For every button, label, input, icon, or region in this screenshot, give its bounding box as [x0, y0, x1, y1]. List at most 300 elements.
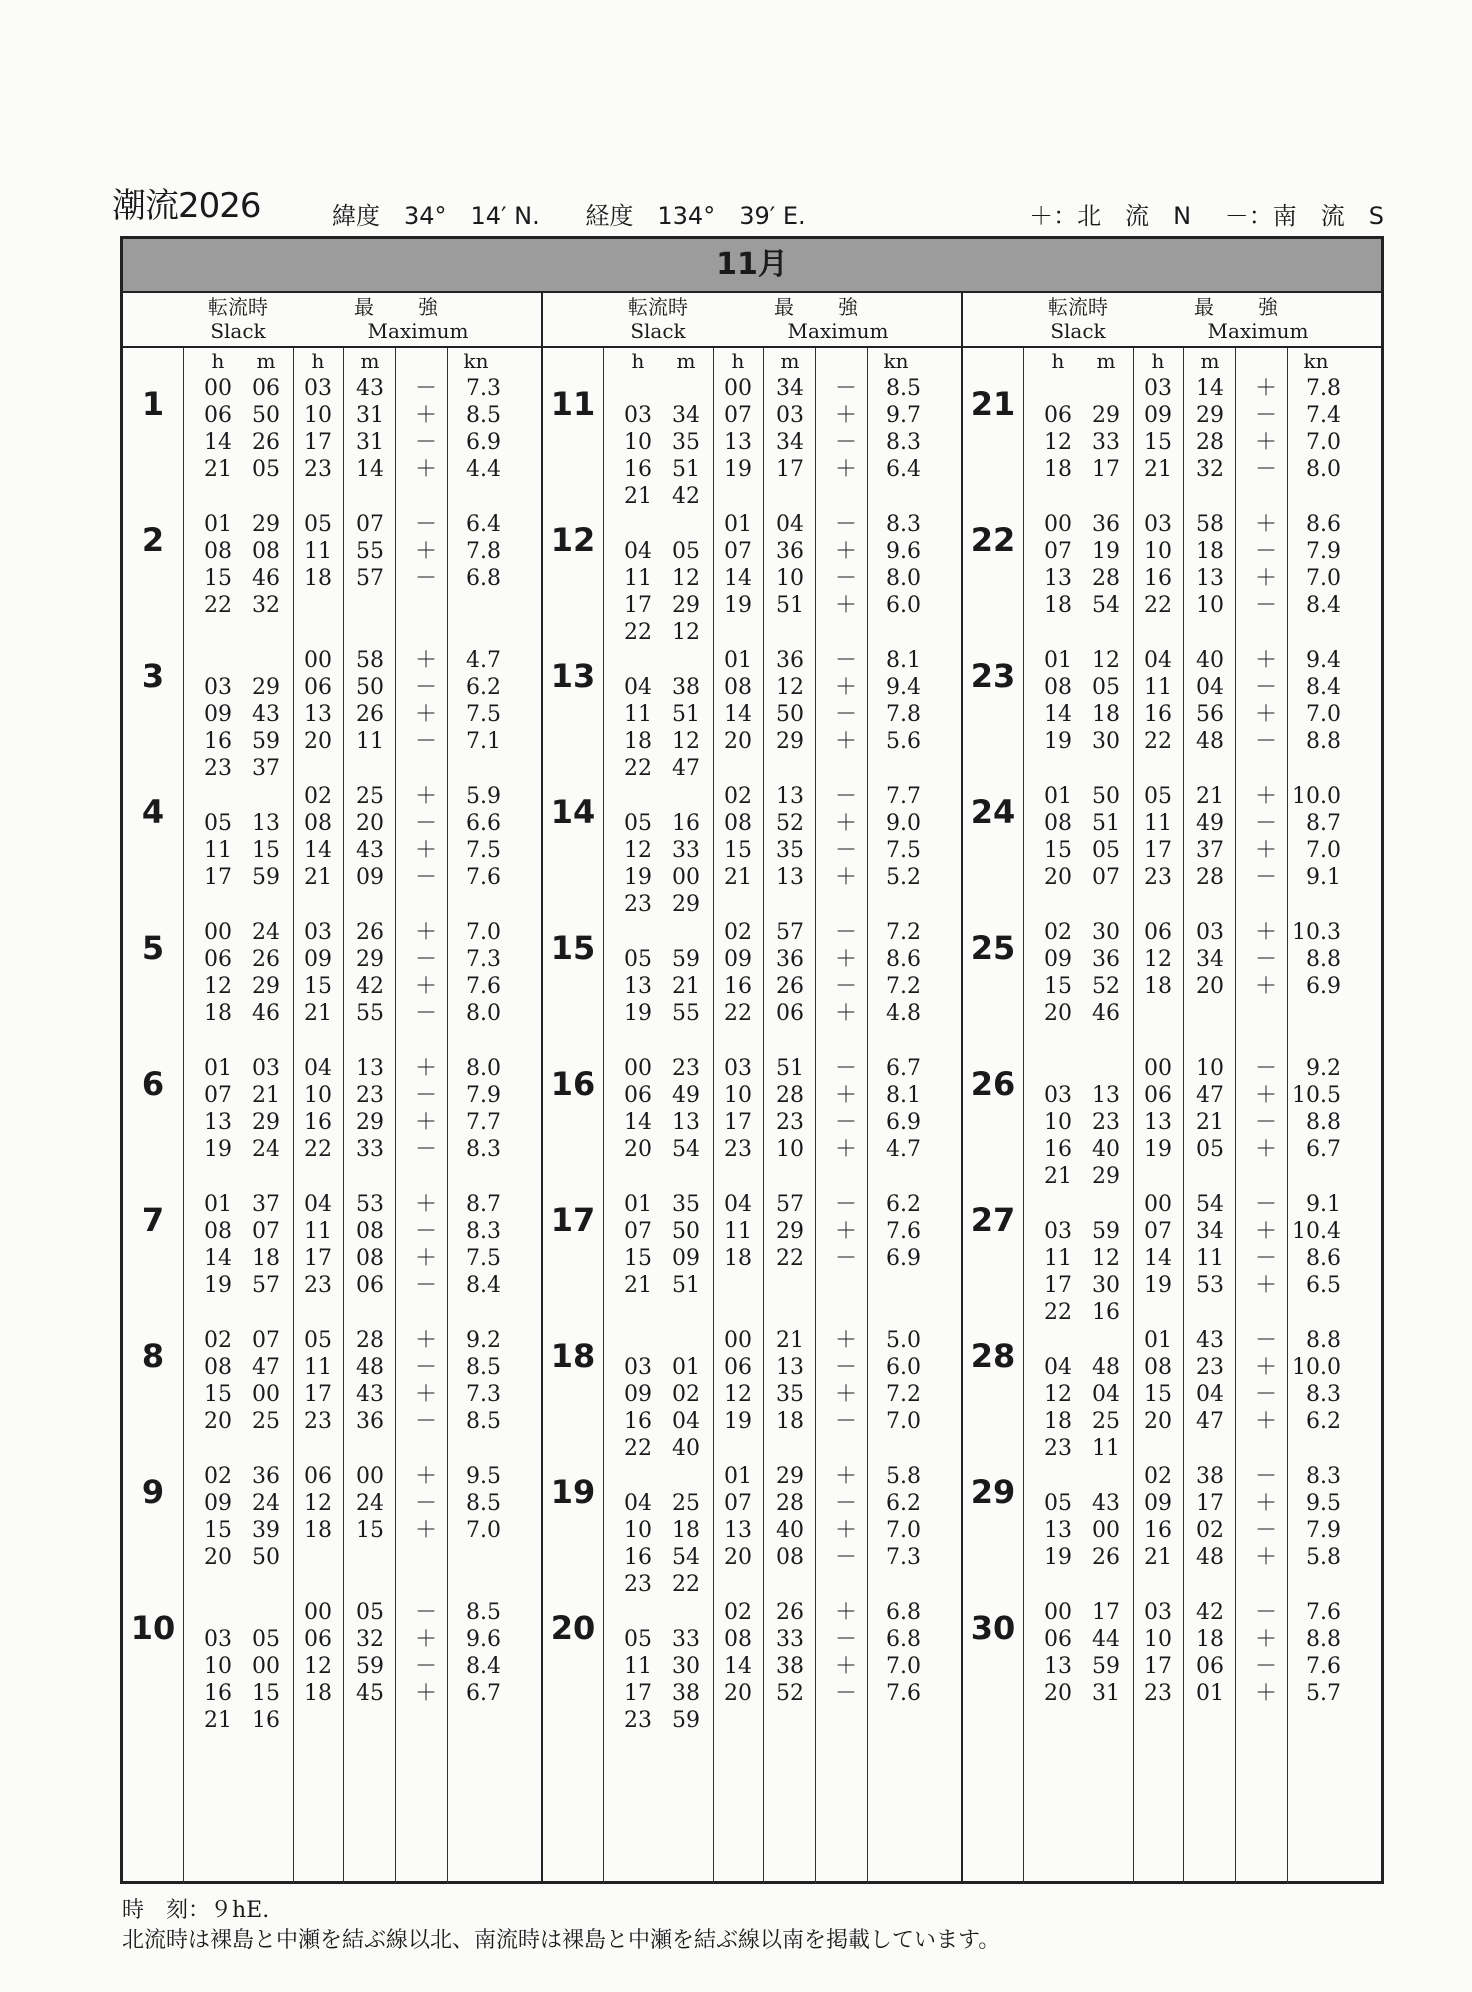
speed-kn-cell: 8.3	[886, 430, 921, 455]
slack-m-cell: 23	[1092, 1110, 1120, 1135]
slack-m-cell: 12	[672, 729, 700, 754]
slack-m-cell: 17	[1092, 1600, 1120, 1625]
slack-h-cell: 15	[204, 566, 232, 591]
slack-m-cell: 02	[672, 1382, 700, 1407]
direction-cell: ＋	[834, 1001, 857, 1026]
max-m-cell: 28	[776, 1083, 804, 1108]
slack-m-cell: 43	[1092, 1491, 1120, 1516]
slack-m-cell: 30	[1092, 729, 1120, 754]
slack-h-cell: 16	[624, 1409, 652, 1434]
max-m-cell: 28	[356, 1328, 384, 1353]
direction-cell: ＋	[1254, 430, 1277, 455]
speed-kn-cell: 7.6	[886, 1681, 921, 1706]
day-number: 9	[141, 1473, 165, 1511]
speed-kn-cell: 8.5	[466, 1409, 501, 1434]
day-number: 17	[550, 1201, 596, 1239]
slack-m-cell: 29	[1092, 403, 1120, 428]
day-number: 29	[970, 1473, 1016, 1511]
max-m-cell: 32	[1196, 457, 1224, 482]
page-header	[112, 178, 1384, 234]
direction-cell: －	[834, 920, 857, 945]
slack-h-cell: 23	[624, 892, 652, 917]
max-m-cell: 31	[356, 403, 384, 428]
month-banner: 11月	[123, 239, 1381, 293]
max-m-cell: 17	[776, 457, 804, 482]
speed-kn-cell: 8.3	[466, 1137, 501, 1162]
max-m-cell: 40	[776, 1518, 804, 1543]
slack-m-cell: 43	[252, 702, 280, 727]
direction-cell: －	[414, 566, 437, 591]
max-m-cell: 23	[1196, 1355, 1224, 1380]
max-h-cell: 17	[1144, 838, 1172, 863]
slack-m-cell	[661, 1599, 711, 1626]
direction-cell: －	[414, 865, 437, 890]
max-m-cell: 11	[356, 729, 384, 754]
day-block	[543, 783, 961, 919]
max-h-cell: 19	[1144, 1137, 1172, 1162]
max-m-cell: 36	[776, 947, 804, 972]
direction-cell: －	[1254, 947, 1277, 972]
direction-cell: ＋	[1254, 1273, 1277, 1298]
slack-h-cell: 20	[624, 1137, 652, 1162]
speed-kn-cell: 4.7	[886, 1137, 921, 1162]
direction-cell: ＋	[1254, 1409, 1277, 1434]
max-h-cell: 02	[724, 1600, 752, 1625]
max-m-cell: 06	[776, 1001, 804, 1026]
max-h-cell: 23	[1144, 1681, 1172, 1706]
column-header	[123, 293, 541, 348]
max-h-cell: 04	[304, 1192, 332, 1217]
speed-kn-cell: 8.0	[466, 1056, 501, 1081]
max-m-cell: 10	[1196, 1056, 1224, 1081]
direction-cell: ＋	[1254, 1491, 1277, 1516]
longitude: 経度 134° 39′ E.	[585, 202, 806, 230]
max-h-cell: 11	[304, 539, 332, 564]
maximum-heading-en: Maximum	[367, 319, 469, 343]
direction-cell: －	[414, 1654, 437, 1679]
max-h-cell: 22	[1144, 729, 1172, 754]
speed-kn-cell: 8.4	[466, 1654, 501, 1679]
speed-kn-cell: 6.9	[886, 1246, 921, 1271]
direction-cell: －	[834, 702, 857, 727]
max-m-cell: 21	[1196, 784, 1224, 809]
slack-m-cell: 44	[1092, 1627, 1120, 1652]
slack-m-cell: 54	[1092, 593, 1120, 618]
max-m-cell: 29	[776, 729, 804, 754]
direction-cell: ＋	[414, 784, 437, 809]
speed-kn-cell: 9.5	[466, 1464, 501, 1489]
speed-kn-cell: 8.3	[1306, 1382, 1341, 1407]
slack-h-cell: 01	[204, 1056, 232, 1081]
slack-h-cell: 11	[1044, 1246, 1072, 1271]
slack-h-cell: 08	[204, 1219, 232, 1244]
direction-cell: －	[1254, 1246, 1277, 1271]
slack-h-cell: 21	[204, 1708, 232, 1733]
direction-cell: ＋	[834, 539, 857, 564]
slack-h-cell: 01	[204, 512, 232, 537]
direction-cell: －	[1254, 729, 1277, 754]
slack-h-cell: 08	[1044, 811, 1072, 836]
day-block	[963, 511, 1381, 647]
slack-m-cell: 13	[252, 811, 280, 836]
speed-kn-cell: 10.0	[1292, 1355, 1341, 1380]
direction-cell: －	[1254, 675, 1277, 700]
direction-cell: ＋	[834, 865, 857, 890]
max-h-cell: 21	[1144, 1545, 1172, 1570]
max-h-cell: 23	[304, 1273, 332, 1298]
direction-cell: －	[834, 376, 857, 401]
slack-m-cell: 03	[252, 1056, 280, 1081]
speed-kn-cell: 6.8	[886, 1627, 921, 1652]
direction-cell: ＋	[1254, 974, 1277, 999]
slack-m-cell: 22	[672, 1572, 700, 1597]
slack-h-cell: 19	[624, 1001, 652, 1026]
slack-h-cell: 21	[204, 457, 232, 482]
direction-cell: －	[414, 512, 437, 537]
slack-m-cell: 30	[672, 1654, 700, 1679]
direction-cell: ＋	[414, 1328, 437, 1353]
max-h-cell: 09	[1144, 403, 1172, 428]
max-h-cell: 03	[304, 920, 332, 945]
slack-h-cell: 23	[204, 756, 232, 781]
slack-h-cell: 03	[1044, 1219, 1072, 1244]
direction-cell: －	[834, 1491, 857, 1516]
max-m-cell: 43	[356, 376, 384, 401]
direction-cell: ＋	[1254, 1681, 1277, 1706]
slack-h-cell: 13	[1044, 1518, 1072, 1543]
slack-m-cell: 33	[672, 838, 700, 863]
speed-kn-cell: 5.6	[886, 729, 921, 754]
slack-m-cell: 15	[252, 838, 280, 863]
max-m-cell: 29	[356, 1110, 384, 1135]
slack-heading-jp: 転流時	[628, 295, 688, 319]
slack-m-cell: 29	[252, 675, 280, 700]
slack-h-cell: 15	[204, 1518, 232, 1543]
direction-cell: －	[1254, 1192, 1277, 1217]
day-block	[963, 1327, 1381, 1463]
maximum-heading	[343, 295, 493, 343]
max-h-cell: 21	[724, 865, 752, 890]
direction-cell: －	[1254, 539, 1277, 564]
max-h-cell: 17	[724, 1110, 752, 1135]
max-m-cell: 00	[356, 1464, 384, 1489]
slack-m-cell: 36	[252, 1464, 280, 1489]
slack-m-cell: 16	[252, 1708, 280, 1733]
slack-h-cell	[613, 375, 663, 402]
max-h-cell: 17	[304, 1246, 332, 1271]
slack-m-cell: 09	[672, 1246, 700, 1271]
max-h-cell: 06	[304, 1627, 332, 1652]
speed-kn-cell: 8.8	[1306, 1328, 1341, 1353]
speed-kn-cell: 7.8	[466, 539, 501, 564]
max-h-cell: 13	[724, 1518, 752, 1543]
direction-cell: －	[414, 675, 437, 700]
direction-cell: －	[414, 1600, 437, 1625]
slack-h-cell: 05	[624, 1627, 652, 1652]
slack-h-cell: 13	[1044, 566, 1072, 591]
max-m-cell: 02	[1196, 1518, 1224, 1543]
speed-kn-cell: 7.6	[886, 1219, 921, 1244]
slack-h-cell: 16	[204, 729, 232, 754]
direction-cell: ＋	[834, 1083, 857, 1108]
max-m-cell: 15	[356, 1518, 384, 1543]
speed-kn-cell: 9.4	[886, 675, 921, 700]
direction-cell: －	[1254, 1110, 1277, 1135]
slack-h-cell: 11	[204, 838, 232, 863]
max-h-cell: 21	[304, 1001, 332, 1026]
direction-cell: ＋	[834, 1600, 857, 1625]
speed-kn-cell: 7.2	[886, 1382, 921, 1407]
slack-m-cell: 06	[252, 376, 280, 401]
slack-h-cell	[613, 1599, 663, 1626]
max-h-cell: 09	[1144, 1491, 1172, 1516]
max-m-cell: 04	[776, 512, 804, 537]
day-number: 12	[550, 521, 596, 559]
max-h-cell: 15	[1144, 1382, 1172, 1407]
max-m-cell: 45	[356, 1681, 384, 1706]
maximum-heading	[1183, 295, 1333, 343]
max-h-cell: 15	[724, 838, 752, 863]
slack-h-cell: 18	[1044, 1409, 1072, 1434]
speed-kn-cell: 6.0	[886, 1355, 921, 1380]
slack-h-cell: 11	[624, 566, 652, 591]
unit-label: m	[360, 349, 380, 373]
maximum-heading	[763, 295, 913, 343]
max-m-cell: 13	[776, 1355, 804, 1380]
direction-cell: －	[414, 1409, 437, 1434]
max-m-cell: 42	[1196, 1600, 1224, 1625]
direction-cell: ＋	[414, 1518, 437, 1543]
max-m-cell: 32	[356, 1627, 384, 1652]
unit-row	[963, 349, 1381, 373]
slack-m-cell	[241, 783, 291, 810]
direction-cell: －	[834, 1110, 857, 1135]
slack-m-cell: 04	[672, 1409, 700, 1434]
slack-h-cell: 07	[624, 1219, 652, 1244]
slack-h-cell: 19	[624, 865, 652, 890]
unit-label: m	[1200, 349, 1220, 373]
speed-kn-cell: 6.0	[886, 593, 921, 618]
slack-h-cell	[193, 1599, 243, 1626]
direction-cell: －	[834, 784, 857, 809]
speed-kn-cell: 6.2	[886, 1192, 921, 1217]
direction-cell: －	[834, 1056, 857, 1081]
slack-h-cell: 16	[1044, 1137, 1072, 1162]
slack-m-cell: 00	[672, 865, 700, 890]
direction-cell: －	[414, 729, 437, 754]
max-m-cell: 48	[1196, 1545, 1224, 1570]
direction-cell: －	[834, 1681, 857, 1706]
unit-row	[123, 349, 541, 373]
max-h-cell: 03	[304, 376, 332, 401]
max-h-cell: 10	[304, 1083, 332, 1108]
slack-m-cell: 05	[672, 539, 700, 564]
max-m-cell: 03	[1196, 920, 1224, 945]
max-h-cell: 21	[304, 865, 332, 890]
slack-m-cell: 42	[672, 484, 700, 509]
direction-cell: ＋	[414, 403, 437, 428]
max-m-cell: 58	[356, 648, 384, 673]
slack-m-cell: 23	[672, 1056, 700, 1081]
speed-kn-cell: 7.5	[886, 838, 921, 863]
direction-cell: ＋	[834, 1518, 857, 1543]
max-h-cell: 20	[1144, 1409, 1172, 1434]
slack-h-cell: 02	[204, 1328, 232, 1353]
maximum-heading-en: Maximum	[787, 319, 889, 343]
slack-h-cell: 03	[204, 1627, 232, 1652]
day-block	[543, 511, 961, 647]
max-h-cell: 22	[1144, 593, 1172, 618]
speed-kn-cell: 8.8	[1306, 947, 1341, 972]
speed-kn-cell: 8.3	[1306, 1464, 1341, 1489]
max-h-cell: 08	[1144, 1355, 1172, 1380]
max-h-cell: 02	[724, 920, 752, 945]
max-h-cell: 18	[304, 1681, 332, 1706]
direction-cell: ＋	[414, 974, 437, 999]
direction-cell: －	[834, 974, 857, 999]
max-m-cell: 03	[776, 403, 804, 428]
slack-h-cell: 17	[204, 865, 232, 890]
direction-cell: －	[1254, 1654, 1277, 1679]
slack-heading	[183, 295, 293, 343]
day-number: 15	[550, 929, 596, 967]
unit-label: h	[311, 349, 325, 373]
speed-kn-cell: 6.2	[886, 1491, 921, 1516]
day-number: 14	[550, 793, 596, 831]
speed-kn-cell: 5.9	[466, 784, 501, 809]
slack-h-cell: 02	[204, 1464, 232, 1489]
slack-m-cell: 33	[1092, 430, 1120, 455]
slack-m-cell: 59	[672, 1708, 700, 1733]
slack-m-cell: 25	[252, 1409, 280, 1434]
direction-cell: －	[414, 1137, 437, 1162]
max-m-cell: 59	[356, 1654, 384, 1679]
slack-m-cell: 26	[1092, 1545, 1120, 1570]
slack-h-cell: 21	[624, 484, 652, 509]
slack-h-cell	[613, 1327, 663, 1354]
max-m-cell: 24	[356, 1491, 384, 1516]
max-h-cell: 19	[724, 593, 752, 618]
direction-cell: ＋	[834, 1137, 857, 1162]
max-m-cell: 43	[1196, 1328, 1224, 1353]
maximum-heading-jp: 最強	[774, 295, 902, 319]
direction-cell: ＋	[1254, 920, 1277, 945]
direction-cell: －	[834, 566, 857, 591]
max-m-cell: 21	[1196, 1110, 1224, 1135]
direction-cell: ＋	[834, 403, 857, 428]
slack-h-cell	[613, 919, 663, 946]
slack-h-cell: 00	[624, 1056, 652, 1081]
speed-kn-cell: 6.6	[466, 811, 501, 836]
tide-table	[120, 236, 1384, 1884]
direction-cell: －	[1254, 403, 1277, 428]
speed-kn-cell: 10.5	[1292, 1083, 1341, 1108]
slack-m-cell: 40	[672, 1436, 700, 1461]
slack-m-cell: 37	[252, 1192, 280, 1217]
max-h-cell: 02	[304, 784, 332, 809]
slack-h-cell: 07	[1044, 539, 1072, 564]
unit-label: m	[780, 349, 800, 373]
slack-m-cell: 30	[1092, 1273, 1120, 1298]
day-block	[123, 1463, 541, 1599]
slack-m-cell: 29	[252, 974, 280, 999]
slack-m-cell: 47	[672, 756, 700, 781]
max-h-cell: 17	[1144, 1654, 1172, 1679]
max-m-cell: 53	[1196, 1273, 1224, 1298]
slack-m-cell: 52	[1092, 974, 1120, 999]
slack-h-cell: 23	[624, 1572, 652, 1597]
max-h-cell: 00	[304, 648, 332, 673]
slack-h-cell: 22	[204, 593, 232, 618]
slack-m-cell	[1081, 1463, 1131, 1490]
day-number: 6	[141, 1065, 165, 1103]
max-m-cell: 35	[776, 838, 804, 863]
speed-kn-cell: 5.8	[1306, 1545, 1341, 1570]
direction-cell: －	[834, 1246, 857, 1271]
day-number: 16	[550, 1065, 596, 1103]
speed-kn-cell: 5.2	[886, 865, 921, 890]
max-h-cell: 09	[304, 947, 332, 972]
slack-h-cell: 10	[1044, 1110, 1072, 1135]
slack-h-cell: 19	[1044, 729, 1072, 754]
direction-cell: －	[414, 811, 437, 836]
max-h-cell: 12	[1144, 947, 1172, 972]
slack-h-cell: 04	[624, 1491, 652, 1516]
direction-cell: －	[834, 838, 857, 863]
slack-h-cell	[1033, 1463, 1083, 1490]
direction-cell: －	[834, 1409, 857, 1434]
slack-h-cell: 13	[204, 1110, 232, 1135]
speed-kn-cell: 7.6	[466, 974, 501, 999]
slack-m-cell: 16	[1092, 1300, 1120, 1325]
slack-h-cell: 12	[624, 838, 652, 863]
day-block	[963, 1055, 1381, 1191]
max-h-cell: 21	[1144, 457, 1172, 482]
max-h-cell: 10	[724, 1083, 752, 1108]
slack-m-cell: 00	[1092, 1518, 1120, 1543]
slack-h-cell	[193, 783, 243, 810]
slack-heading	[1023, 295, 1133, 343]
direction-cell: ＋	[414, 1681, 437, 1706]
slack-m-cell	[241, 1599, 291, 1626]
slack-m-cell: 29	[672, 892, 700, 917]
slack-h-cell: 18	[1044, 593, 1072, 618]
direction-cell: －	[414, 376, 437, 401]
max-m-cell: 34	[1196, 1219, 1224, 1244]
slack-m-cell: 04	[1092, 1382, 1120, 1407]
slack-m-cell: 55	[672, 1001, 700, 1026]
day-number: 23	[970, 657, 1016, 695]
speed-kn-cell: 9.1	[1306, 1192, 1341, 1217]
speed-kn-cell: 7.5	[466, 1246, 501, 1271]
slack-m-cell: 54	[672, 1545, 700, 1570]
max-m-cell: 42	[356, 974, 384, 999]
direction-cell: －	[834, 430, 857, 455]
slack-h-cell: 14	[204, 430, 232, 455]
speed-kn-cell: 8.7	[1306, 811, 1341, 836]
max-m-cell: 29	[776, 1219, 804, 1244]
slack-m-cell: 54	[672, 1137, 700, 1162]
slack-h-cell	[613, 1463, 663, 1490]
slack-h-cell: 18	[624, 729, 652, 754]
slack-m-cell: 05	[252, 1627, 280, 1652]
slack-h-cell: 16	[204, 1681, 232, 1706]
max-h-cell: 10	[1144, 1627, 1172, 1652]
max-h-cell: 23	[304, 457, 332, 482]
max-m-cell: 14	[356, 457, 384, 482]
page-title: 潮流2026	[112, 186, 261, 226]
slack-h-cell: 06	[1044, 403, 1072, 428]
